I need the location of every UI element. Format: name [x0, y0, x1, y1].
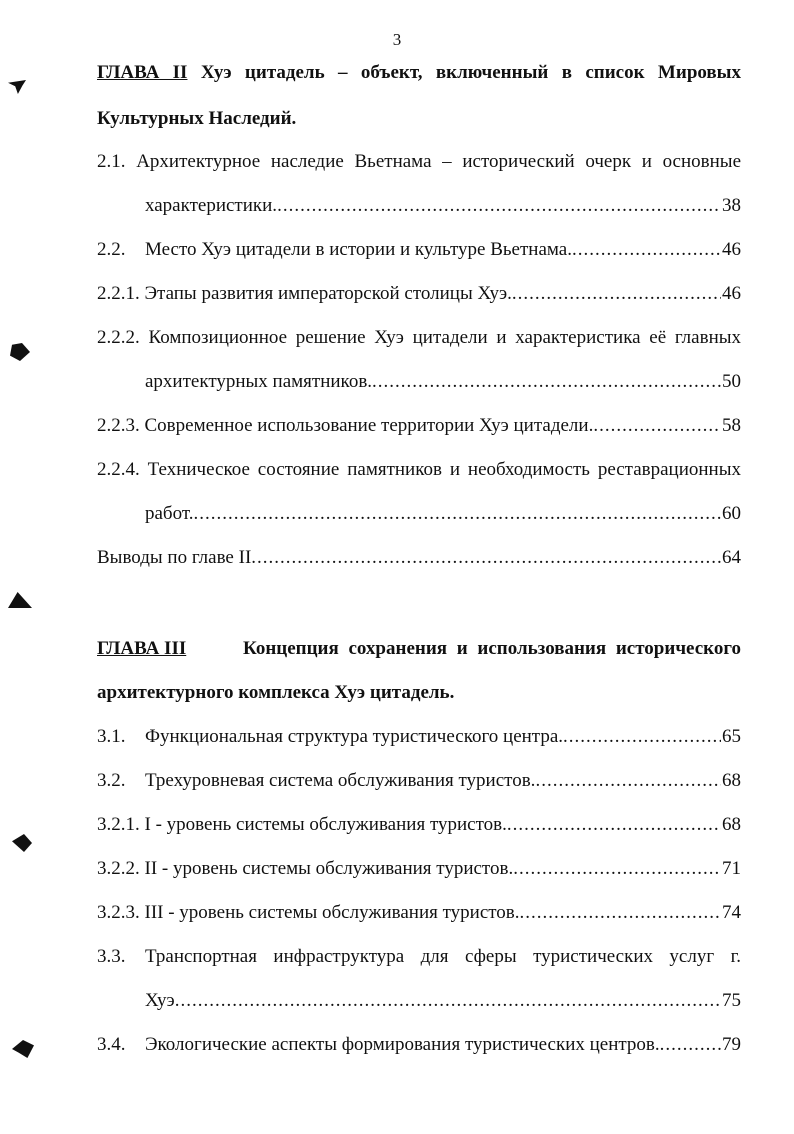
toc-entry-3-3-line1	[97, 946, 741, 968]
toc-page: 68	[722, 814, 741, 835]
toc-title: работ.	[145, 503, 194, 524]
toc-number: 3.4.	[97, 1034, 126, 1055]
leader-dots	[507, 814, 721, 836]
toc-entry-2-2	[97, 239, 741, 261]
toc-title: Функциональная структура туристического центра.	[145, 726, 564, 747]
toc-number: 2.2.2.	[97, 327, 140, 348]
toc-title: Композиционное решение Хуэ цитадели и характеристика её главных	[148, 327, 741, 348]
toc-entry-2-2-4-line2	[145, 503, 741, 525]
toc-entry-2-1-line1	[97, 151, 741, 173]
toc-page: 46	[722, 239, 741, 260]
toc-number: 2.1.	[97, 151, 126, 172]
toc-title: Место Хуэ цитадели в истории и культуре Вьетнама.	[145, 239, 572, 260]
leader-dots	[513, 858, 721, 880]
toc-title: III - уровень системы обслуживания туристов.	[144, 902, 520, 923]
toc-entry-2-2-2-line2	[145, 371, 741, 393]
scan-artifact-icon	[8, 80, 26, 94]
toc-page: 50	[722, 371, 741, 392]
leader-dots	[193, 503, 721, 525]
chapter2-label: ГЛАВА II	[97, 62, 188, 83]
chapter2-title-line1: Хуэ цитадель – объект, включенный в список Мировых	[200, 62, 742, 83]
toc-number: 3.2.3.	[97, 902, 140, 923]
toc-number: 2.2.4.	[97, 459, 140, 480]
leader-dots	[572, 239, 721, 261]
toc-title: Хуэ	[145, 990, 175, 1011]
toc-number: 3.2.1.	[97, 814, 140, 835]
toc-title: Этапы развития императорской столицы Хуэ.	[144, 283, 512, 304]
leader-dots	[175, 990, 721, 1012]
toc-number: 2.2.1.	[97, 283, 140, 304]
leader-dots	[277, 195, 721, 217]
toc-title: Экологические аспекты формирования туристических центров.	[145, 1034, 660, 1055]
toc-entry-3-2	[97, 770, 741, 792]
toc-title: II - уровень системы обслуживания туристов.	[144, 858, 514, 879]
toc-entry-2-2-3	[97, 415, 741, 437]
scan-artifact-icon	[12, 834, 32, 852]
chapter3-label-wrap	[97, 638, 186, 660]
leader-dots	[372, 371, 721, 393]
chapter3-title-line1: Концепция сохранения и использования исторического	[243, 638, 741, 659]
toc-entry-3-2-1	[97, 814, 741, 836]
toc-title: Транспортная инфраструктура для сферы туристических услуг г.	[145, 946, 741, 967]
toc-page: 75	[722, 990, 741, 1011]
toc-number: 3.3.	[97, 946, 126, 967]
toc-title: характеристики.	[145, 195, 278, 216]
toc-title: Современное использование территории Хуэ цитадели.	[144, 415, 594, 436]
toc-entry-3-2-2	[97, 858, 741, 880]
toc-title: Трехуровневая система обслуживания туристов.	[145, 770, 536, 791]
page-number: 3	[392, 30, 402, 49]
toc-entry-3-4	[97, 1034, 741, 1056]
leader-dots	[535, 770, 721, 792]
toc-entry-2-2-2-line1	[97, 327, 741, 349]
toc-title: архитектурных памятников.	[145, 371, 373, 392]
leader-dots	[593, 415, 721, 437]
scan-artifact-icon	[10, 343, 30, 361]
chapter2-heading-line1	[97, 62, 741, 84]
toc-number: 3.2.2.	[97, 858, 140, 879]
toc-title: Архитектурное наследие Вьетнама – исторический очерк и основные	[136, 151, 741, 172]
toc-number: 2.2.3.	[97, 415, 140, 436]
toc-page: 64	[722, 547, 741, 568]
leader-dots	[512, 283, 721, 305]
toc-entry-2-1-line2	[145, 195, 741, 217]
toc-entry-3-1	[97, 726, 741, 748]
toc-page: 71	[722, 858, 741, 879]
toc-entry-3-2-3	[97, 902, 741, 924]
toc-entry-conclusion	[97, 547, 741, 569]
toc-number: 3.2.	[97, 770, 126, 791]
chapter3-label: ГЛАВА III	[97, 638, 187, 659]
toc-page: 60	[722, 503, 741, 524]
toc-page: 38	[722, 195, 741, 216]
toc-entry-2-2-1	[97, 283, 741, 305]
toc-entry-3-3-line2	[145, 990, 741, 1012]
toc-page: 65	[722, 726, 741, 747]
toc-page: 74	[722, 902, 741, 923]
leader-dots	[251, 547, 721, 569]
scan-artifact-icon	[8, 592, 32, 608]
toc-title: Выводы по главе II	[97, 547, 252, 568]
leader-dots	[520, 902, 721, 924]
toc-page: 68	[722, 770, 741, 791]
toc-page: 46	[722, 283, 741, 304]
toc-entry-2-2-4-line1	[97, 459, 741, 481]
leader-dots	[563, 726, 721, 748]
toc-title: Техническое состояние памятников и необходимость реставрационных	[147, 459, 741, 480]
toc-number: 2.2.	[97, 239, 126, 260]
chapter3-title-line2: архитектурного комплекса Хуэ цитадель.	[97, 682, 455, 703]
toc-number: 3.1.	[97, 726, 126, 747]
toc-page: 58	[722, 415, 741, 436]
leader-dots	[660, 1034, 721, 1056]
scan-artifact-icon	[12, 1040, 34, 1058]
chapter2-title-line2: Культурных Наследий.	[97, 108, 297, 129]
toc-title: I - уровень системы обслуживания туристов.	[144, 814, 507, 835]
toc-page: 79	[722, 1034, 741, 1055]
